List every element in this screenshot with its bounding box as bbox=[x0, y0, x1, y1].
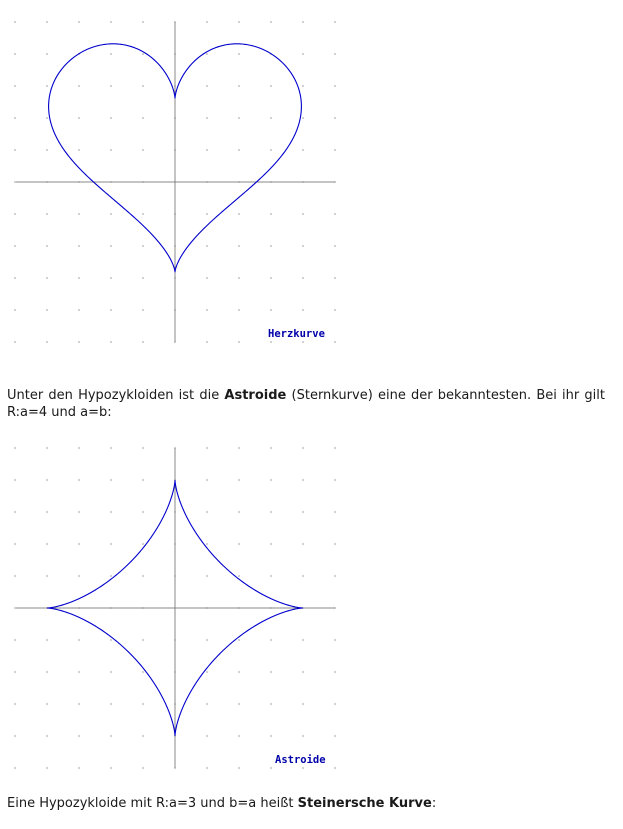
grid-dot bbox=[238, 479, 240, 481]
grid-dot bbox=[302, 511, 304, 513]
grid-dot bbox=[270, 85, 272, 87]
grid-dot bbox=[334, 575, 336, 577]
grid-dot bbox=[238, 213, 240, 215]
grid-dot bbox=[110, 53, 112, 55]
grid-dot bbox=[270, 767, 272, 769]
grid-dot bbox=[110, 767, 112, 769]
grid-dot bbox=[238, 703, 240, 705]
heart-curve-figure bbox=[0, 8, 360, 353]
grid-dot bbox=[238, 543, 240, 545]
grid-dot bbox=[142, 149, 144, 151]
grid-dot bbox=[270, 575, 272, 577]
grid-dot bbox=[46, 479, 48, 481]
grid-dot bbox=[206, 213, 208, 215]
grid-dot bbox=[110, 341, 112, 343]
grid-dot bbox=[270, 341, 272, 343]
grid-dot bbox=[110, 213, 112, 215]
grid-dot bbox=[14, 703, 16, 705]
grid-dot bbox=[78, 245, 80, 247]
paragraph-steiner-intro bbox=[7, 795, 605, 812]
grid-dot bbox=[206, 117, 208, 119]
grid-dot bbox=[14, 117, 16, 119]
grid-dot bbox=[302, 149, 304, 151]
heart-curve-plot bbox=[0, 8, 360, 353]
grid-dot bbox=[334, 703, 336, 705]
grid-dot bbox=[334, 511, 336, 513]
grid-dot bbox=[78, 21, 80, 23]
grid-dot bbox=[334, 53, 336, 55]
grid-dot bbox=[142, 671, 144, 673]
grid-dot bbox=[302, 671, 304, 673]
grid-dot bbox=[46, 703, 48, 705]
grid-dot bbox=[238, 117, 240, 119]
astroid-curve-plot bbox=[0, 434, 360, 779]
grid-dot bbox=[334, 479, 336, 481]
grid-dot bbox=[206, 639, 208, 641]
grid-dot bbox=[110, 309, 112, 311]
grid-dot bbox=[78, 309, 80, 311]
grid-dot bbox=[334, 245, 336, 247]
grid-dot bbox=[110, 21, 112, 23]
grid-dot bbox=[206, 767, 208, 769]
grid-dot bbox=[46, 735, 48, 737]
grid-dot bbox=[142, 543, 144, 545]
grid-dot bbox=[270, 703, 272, 705]
grid-dot bbox=[78, 149, 80, 151]
grid-dot bbox=[206, 53, 208, 55]
grid-dot bbox=[270, 447, 272, 449]
grid-dot bbox=[78, 479, 80, 481]
grid-dot bbox=[142, 703, 144, 705]
grid-dot bbox=[206, 543, 208, 545]
grid-dot bbox=[14, 479, 16, 481]
grid-dot bbox=[78, 575, 80, 577]
grid-dot bbox=[142, 639, 144, 641]
grid-dot bbox=[142, 21, 144, 23]
grid-dot bbox=[14, 511, 16, 513]
grid-dot bbox=[238, 735, 240, 737]
grid-dot bbox=[142, 447, 144, 449]
grid-dot bbox=[142, 735, 144, 737]
grid-dot bbox=[78, 703, 80, 705]
grid-dot bbox=[206, 671, 208, 673]
grid-dot bbox=[270, 309, 272, 311]
grid-dot bbox=[302, 21, 304, 23]
grid-dot bbox=[302, 213, 304, 215]
grid-dot bbox=[78, 735, 80, 737]
grid-dot bbox=[110, 277, 112, 279]
grid-dot bbox=[46, 447, 48, 449]
grid-dot bbox=[302, 277, 304, 279]
axes bbox=[16, 448, 335, 768]
grid-dot bbox=[14, 53, 16, 55]
grid-dot bbox=[270, 479, 272, 481]
grid-dot bbox=[334, 21, 336, 23]
grid-dot bbox=[14, 309, 16, 311]
grid-dot bbox=[78, 341, 80, 343]
grid-dot bbox=[302, 703, 304, 705]
paragraph-text: Unter den Hypozykloiden ist die bbox=[7, 388, 225, 403]
term-steinersche-kurve: Steinersche Kurve bbox=[297, 796, 432, 811]
grid-dot bbox=[110, 117, 112, 119]
grid-dot bbox=[142, 479, 144, 481]
grid-dot bbox=[206, 85, 208, 87]
grid-dot bbox=[14, 277, 16, 279]
grid-dot bbox=[110, 575, 112, 577]
grid-dot bbox=[334, 117, 336, 119]
grid-dot bbox=[78, 447, 80, 449]
grid-dot bbox=[302, 309, 304, 311]
grid-dot bbox=[206, 575, 208, 577]
grid-dot bbox=[238, 21, 240, 23]
grid-dot bbox=[206, 341, 208, 343]
grid-dot bbox=[46, 511, 48, 513]
grid-dot bbox=[206, 149, 208, 151]
grid-dot bbox=[206, 21, 208, 23]
grid-dot bbox=[78, 277, 80, 279]
grid-dot bbox=[46, 117, 48, 119]
grid-dot bbox=[334, 543, 336, 545]
grid-dot bbox=[302, 341, 304, 343]
grid-dot bbox=[270, 511, 272, 513]
grid-dot bbox=[270, 117, 272, 119]
grid-dot bbox=[270, 639, 272, 641]
grid-dot bbox=[334, 671, 336, 673]
grid-dot bbox=[46, 575, 48, 577]
grid-dot bbox=[206, 277, 208, 279]
grid-dot bbox=[110, 85, 112, 87]
grid-dot bbox=[142, 309, 144, 311]
grid-dot bbox=[78, 213, 80, 215]
grid-dot bbox=[46, 85, 48, 87]
grid-dot bbox=[302, 735, 304, 737]
grid-dot bbox=[14, 181, 16, 183]
grid-dot bbox=[270, 21, 272, 23]
grid-dot bbox=[302, 479, 304, 481]
grid-dot bbox=[334, 341, 336, 343]
grid-dot bbox=[14, 575, 16, 577]
grid-dot bbox=[302, 639, 304, 641]
grid-dot bbox=[78, 85, 80, 87]
grid-dot bbox=[238, 767, 240, 769]
grid-dot bbox=[142, 117, 144, 119]
paragraph-astroid-intro bbox=[7, 387, 605, 421]
grid-dot bbox=[270, 277, 272, 279]
grid-dot bbox=[14, 607, 16, 609]
grid-dot bbox=[334, 149, 336, 151]
grid-dot bbox=[78, 639, 80, 641]
grid-dot bbox=[302, 575, 304, 577]
grid-dot bbox=[46, 309, 48, 311]
grid-dot bbox=[46, 21, 48, 23]
grid-dot bbox=[238, 639, 240, 641]
astroid-curve-figure bbox=[0, 434, 360, 779]
grid-dot bbox=[142, 341, 144, 343]
grid-dot bbox=[46, 341, 48, 343]
grid-dot bbox=[270, 543, 272, 545]
grid-dot bbox=[206, 245, 208, 247]
grid-dot bbox=[270, 671, 272, 673]
grid-dot bbox=[334, 767, 336, 769]
grid-dot bbox=[238, 277, 240, 279]
grid-dot bbox=[238, 85, 240, 87]
grid-dot bbox=[46, 639, 48, 641]
grid-dot bbox=[142, 53, 144, 55]
grid-dot bbox=[142, 213, 144, 215]
grid-dot bbox=[334, 213, 336, 215]
grid-dot bbox=[302, 543, 304, 545]
grid-dot bbox=[78, 767, 80, 769]
grid-dot bbox=[78, 543, 80, 545]
grid-dot bbox=[110, 511, 112, 513]
grid-dot bbox=[14, 85, 16, 87]
grid-dot bbox=[142, 245, 144, 247]
grid-dot bbox=[270, 149, 272, 151]
grid-dot bbox=[110, 703, 112, 705]
grid-dot bbox=[334, 735, 336, 737]
grid-dot bbox=[110, 639, 112, 641]
grid-dot bbox=[334, 447, 336, 449]
grid-dot bbox=[142, 85, 144, 87]
grid-dot bbox=[46, 245, 48, 247]
grid-dot bbox=[238, 53, 240, 55]
grid-dot bbox=[270, 735, 272, 737]
grid-dot bbox=[334, 309, 336, 311]
grid-dot bbox=[238, 447, 240, 449]
grid-dot bbox=[238, 671, 240, 673]
grid-dot bbox=[206, 447, 208, 449]
grid-dot bbox=[110, 543, 112, 545]
grid-dot bbox=[334, 85, 336, 87]
axes bbox=[16, 22, 335, 342]
grid-dot bbox=[238, 341, 240, 343]
figure-caption-herzkurve: Herzkurve bbox=[268, 328, 325, 340]
grid-dot bbox=[46, 767, 48, 769]
grid-dot bbox=[270, 245, 272, 247]
grid-dot bbox=[14, 543, 16, 545]
grid-dot bbox=[206, 703, 208, 705]
grid-dot bbox=[334, 277, 336, 279]
grid-dot bbox=[46, 277, 48, 279]
grid-dot bbox=[142, 511, 144, 513]
grid-dot bbox=[270, 213, 272, 215]
grid-dot bbox=[78, 671, 80, 673]
grid-dot bbox=[302, 767, 304, 769]
grid-dot bbox=[110, 735, 112, 737]
grid-dot bbox=[238, 245, 240, 247]
grid-dot bbox=[302, 447, 304, 449]
grid-dot bbox=[110, 149, 112, 151]
figure-caption-astroide: Astroide bbox=[275, 754, 326, 766]
grid-dot bbox=[14, 639, 16, 641]
grid-dot bbox=[46, 53, 48, 55]
grid-dot bbox=[206, 511, 208, 513]
grid-dot bbox=[14, 447, 16, 449]
grid-dot bbox=[206, 479, 208, 481]
grid-dot bbox=[78, 117, 80, 119]
paragraph-text: : bbox=[431, 796, 437, 811]
grid-dot bbox=[14, 735, 16, 737]
grid-dot bbox=[334, 639, 336, 641]
grid-dot bbox=[302, 85, 304, 87]
grid-dot bbox=[302, 245, 304, 247]
grid-dot bbox=[46, 671, 48, 673]
grid-dot bbox=[110, 671, 112, 673]
grid-dot bbox=[302, 53, 304, 55]
grid-dot bbox=[46, 543, 48, 545]
grid-dot bbox=[142, 277, 144, 279]
grid-dot bbox=[206, 735, 208, 737]
grid-dot bbox=[302, 117, 304, 119]
grid-dot bbox=[46, 213, 48, 215]
grid-dot bbox=[110, 447, 112, 449]
grid-dot bbox=[78, 511, 80, 513]
grid-dot bbox=[14, 767, 16, 769]
grid-dot bbox=[14, 341, 16, 343]
grid-dot bbox=[14, 213, 16, 215]
paragraph-text: Eine Hypozykloide mit R:a=3 und b=a heißt bbox=[7, 796, 298, 811]
grid-dot bbox=[46, 149, 48, 151]
grid-dot bbox=[238, 575, 240, 577]
grid-dot bbox=[110, 479, 112, 481]
paragraph-text: (Sternkurve) eine der bekanntesten. Bei ihr gilt R:a=4 und a=b: bbox=[7, 388, 606, 420]
grid-dot bbox=[142, 575, 144, 577]
term-astroide: Astroide bbox=[224, 388, 287, 403]
grid-dot bbox=[238, 511, 240, 513]
grid-dot bbox=[14, 149, 16, 151]
grid-dot bbox=[206, 309, 208, 311]
grid-dot bbox=[14, 671, 16, 673]
grid-dot bbox=[110, 245, 112, 247]
grid-dot bbox=[14, 245, 16, 247]
grid-dot bbox=[238, 149, 240, 151]
grid-dot bbox=[14, 21, 16, 23]
grid-dot bbox=[142, 767, 144, 769]
grid-dot bbox=[238, 309, 240, 311]
